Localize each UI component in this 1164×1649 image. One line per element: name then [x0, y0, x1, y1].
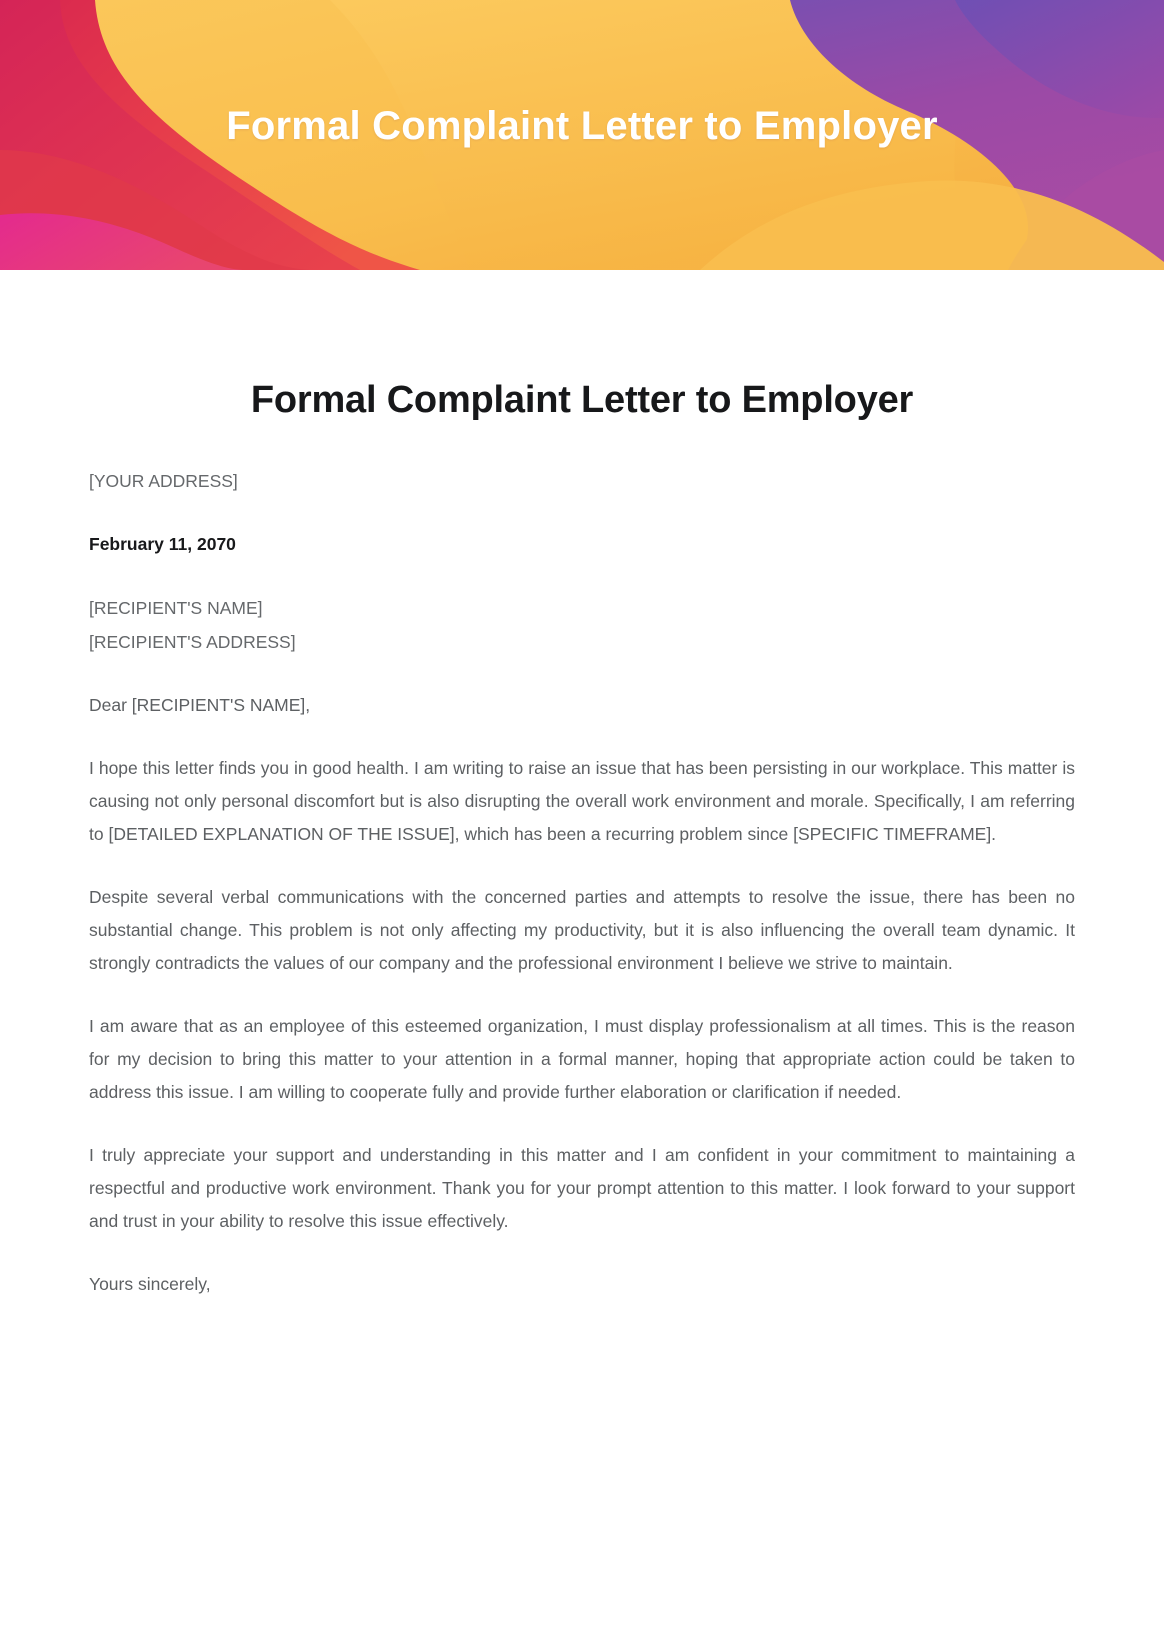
- body-paragraph-2: Despite several verbal communications with the concerned parties and attempts to resolve the issue, there has been no substantial change. This problem is not only affecting my productivity, but it is also influencing the overall team dynamic. It strongly contradicts the values of our company and the professional environment I believe we strive to maintain.: [89, 886, 1075, 973]
- spacer: [89, 722, 1075, 752]
- closing-salutation: Yours sincerely,: [89, 1273, 211, 1294]
- spacer: [89, 659, 1075, 689]
- salutation: Dear [RECIPIENT'S NAME],: [89, 694, 311, 715]
- sender-address: [YOUR ADDRESS]: [89, 470, 238, 491]
- page-title: Formal Complaint Letter to Employer: [250, 379, 914, 421]
- recipient-name: [RECIPIENT'S NAME]: [89, 597, 263, 618]
- letter-body: [89, 464, 1075, 1301]
- spacer: [89, 498, 1075, 528]
- recipient-address-block: [89, 591, 1075, 659]
- spacer: [89, 1238, 1075, 1268]
- spacer: [89, 561, 1075, 591]
- body-paragraph-3: I am aware that as an employee of this esteemed organization, I must display professionalism at all times. This is the reason for my decision to bring this matter to your attention in a formal manner, hoping that appropriate action could be taken to address this issue. I am willing to cooperate fully and provide further elaboration or clarification if needed.: [89, 1015, 1075, 1102]
- body-paragraph-1: I hope this letter finds you in good health. I am writing to raise an issue that has been persisting in our workplace. This matter is causing not only personal discomfort but is also disrupting the overall work environment and morale. Specifically, I am referring to [DETAILED EXPLANATION OF THE ISSUE], which has been a recurring problem since [SPECIFIC TIMEFRAME].: [89, 757, 1075, 844]
- header-banner: [0, 0, 1164, 270]
- spacer: [89, 851, 1075, 881]
- body-paragraph-4: I truly appreciate your support and understanding in this matter and I am confident in your commitment to maintaining a respectful and productive work environment. Thank you for your prompt attention to this matter. I look forward to your support and trust in your ability to resolve this issue effectively.: [89, 1144, 1075, 1231]
- recipient-address: [RECIPIENT'S ADDRESS]: [89, 631, 296, 652]
- banner-title: Formal Complaint Letter to Employer: [226, 104, 938, 148]
- spacer: [89, 1109, 1075, 1139]
- spacer: [89, 980, 1075, 1010]
- sender-address-block: [89, 464, 1075, 498]
- document-page: [0, 270, 1164, 1301]
- letter-date: February 11, 2070: [89, 533, 236, 554]
